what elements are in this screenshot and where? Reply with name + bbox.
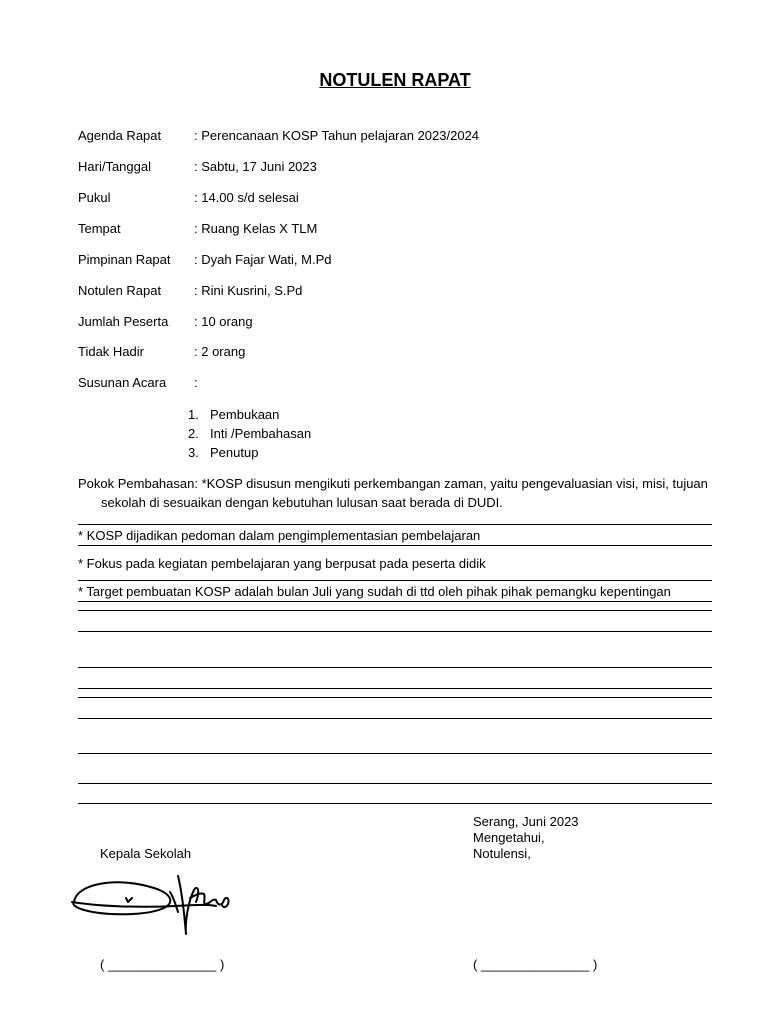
notulensi-title: Notulensi, [473, 846, 531, 861]
field-value: : 10 orang [194, 314, 253, 329]
field-value: : 14.00 s/d selesai [194, 190, 299, 205]
field-value: : Sabtu, 17 Juni 2023 [194, 159, 317, 174]
field-value: : Rini Kusrini, S.Pd [194, 283, 303, 298]
principal-name-blank: ( _______________ ) [100, 957, 225, 972]
ruled-line [78, 783, 712, 784]
list-text: Penutup [210, 445, 259, 460]
ruled-line [78, 524, 712, 525]
ruled-line [78, 631, 712, 632]
ruled-line [78, 580, 712, 581]
list-item [188, 424, 311, 443]
ruled-line [78, 718, 712, 719]
pokok-line: Pokok Pembahasan: *KOSP disusun mengikuti perkembangan zaman, yaitu pengevaluasian visi, misi, tujuan [78, 476, 708, 491]
list-number: 1. [188, 407, 199, 422]
list-item [188, 405, 311, 424]
document-title: NOTULEN RAPAT [319, 70, 471, 90]
acknowledged-label: Mengetahui, [473, 830, 545, 845]
ruled-line [78, 803, 712, 804]
field-label: Agenda Rapat [78, 128, 162, 143]
field-value: : Ruang Kelas X TLM [194, 221, 318, 236]
ruled-line [78, 697, 712, 698]
ruled-line [78, 545, 712, 546]
field-value: : [194, 375, 198, 390]
list-text: Inti /Pembahasan [210, 426, 312, 441]
pokok-line: sekolah di sesuaikan dengan kebutuhan lulusan saat berada di DUDI. [101, 495, 503, 510]
notulensi-name-blank: ( _______________ ) [473, 957, 598, 972]
ruled-line [78, 610, 712, 611]
handwritten-signature [66, 862, 236, 948]
principal-title: Kepala Sekolah [100, 846, 192, 861]
list-number: 2. [188, 426, 199, 441]
field-label: Jumlah Peserta [78, 314, 169, 329]
note-line: * Fokus pada kegiatan pembelajaran yang berpusat pada peserta didik [78, 556, 486, 571]
field-label: Tempat [78, 221, 121, 236]
field-value: : Dyah Fajar Wati, M.Pd [194, 252, 332, 267]
field-label: Pukul [78, 190, 111, 205]
field-label: Tidak Hadir [78, 344, 144, 359]
field-label: Susunan Acara [78, 375, 167, 390]
pokok-pembahasan [78, 474, 718, 512]
place-date: Serang, Juni 2023 [473, 814, 579, 829]
list-number: 3. [188, 445, 199, 460]
field-value: : 2 orang [194, 344, 246, 359]
field-label: Pimpinan Rapat [78, 252, 171, 267]
ruled-line [78, 753, 712, 754]
ruled-line [78, 667, 712, 668]
field-label: Hari/Tanggal [78, 159, 151, 174]
ruled-line [78, 688, 712, 689]
note-line: * KOSP dijadikan pedoman dalam pengimplementasian pembelajaran [78, 528, 481, 543]
list-text: Pembukaan [210, 407, 280, 422]
agenda-list [188, 405, 311, 462]
note-line: * Target pembuatan KOSP adalah bulan Juli yang sudah di ttd oleh pihak pihak pemangku kepentingan [78, 584, 671, 599]
field-label: Notulen Rapat [78, 283, 162, 298]
ruled-line [78, 601, 712, 602]
field-value: : Perencanaan KOSP Tahun pelajaran 2023/2024 [194, 128, 480, 143]
list-item [188, 443, 311, 462]
